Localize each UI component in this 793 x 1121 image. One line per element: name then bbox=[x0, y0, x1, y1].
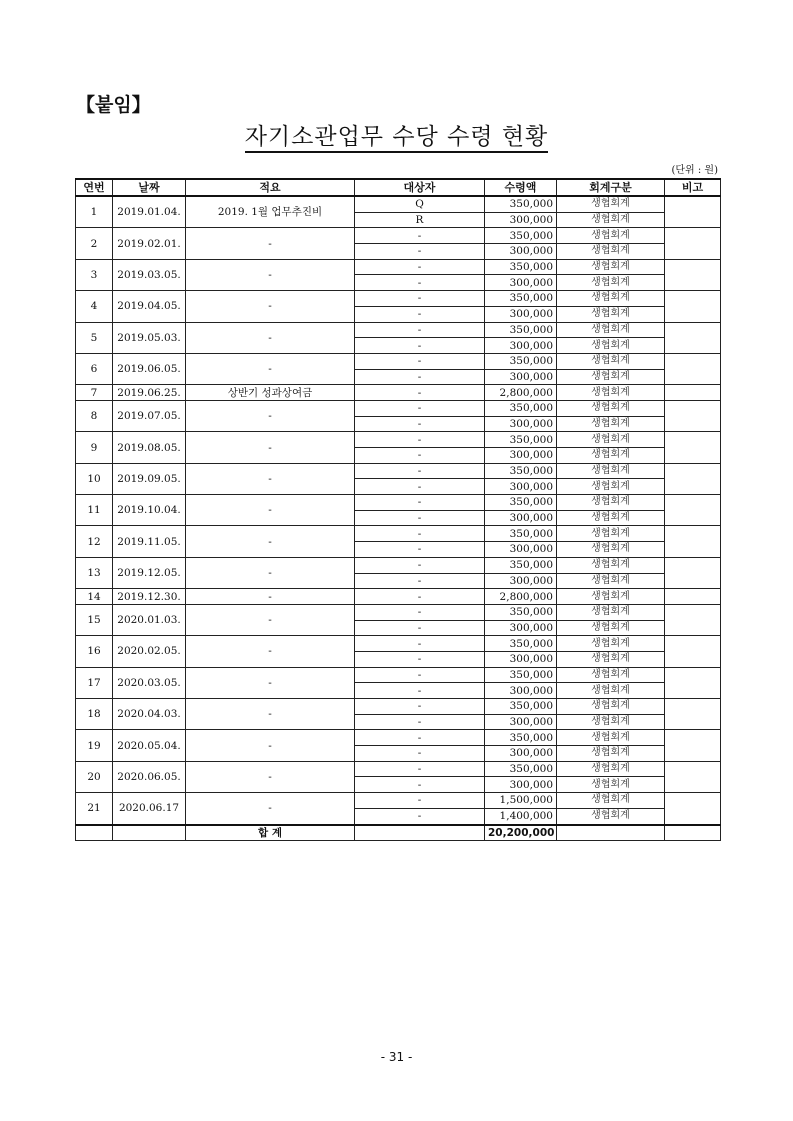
column-header-account: 회계구분 bbox=[557, 179, 665, 196]
document-title bbox=[0, 118, 793, 151]
entry-remarks bbox=[665, 196, 721, 228]
entry-description: - bbox=[186, 793, 355, 825]
entry-target: - bbox=[355, 416, 485, 432]
entry-remarks bbox=[665, 636, 721, 667]
entry-account: 생협회계 bbox=[557, 651, 665, 667]
entry-amount: 350,000 bbox=[485, 667, 557, 683]
table-row bbox=[76, 432, 721, 448]
entry-target: R bbox=[355, 212, 485, 228]
entry-account: 생협회계 bbox=[557, 730, 665, 746]
entry-remarks bbox=[665, 259, 721, 290]
entry-account: 생협회계 bbox=[557, 714, 665, 730]
entry-account: 생협회계 bbox=[557, 432, 665, 448]
entry-account: 생협회계 bbox=[557, 228, 665, 244]
entry-date: 2019.02.01. bbox=[113, 228, 186, 259]
entry-description: - bbox=[186, 463, 355, 494]
entry-target: - bbox=[355, 228, 485, 244]
entry-target: - bbox=[355, 793, 485, 809]
entry-description: - bbox=[186, 557, 355, 588]
entry-account: 생협회계 bbox=[557, 746, 665, 762]
entry-number: 5 bbox=[76, 322, 113, 353]
table-row bbox=[76, 761, 721, 777]
entry-target: - bbox=[355, 353, 485, 369]
entry-amount: 300,000 bbox=[485, 573, 557, 589]
table-row bbox=[76, 259, 721, 275]
entry-amount: 300,000 bbox=[485, 275, 557, 291]
entry-target: - bbox=[355, 526, 485, 542]
entry-remarks bbox=[665, 604, 721, 635]
unit-label: (단위 : 원) bbox=[671, 165, 718, 176]
entry-date: 2019.06.25. bbox=[113, 385, 186, 401]
entry-date: 2019.06.05. bbox=[113, 353, 186, 384]
table-row bbox=[76, 730, 721, 746]
entry-number: 15 bbox=[76, 604, 113, 635]
entry-amount: 350,000 bbox=[485, 636, 557, 652]
table-row bbox=[76, 604, 721, 620]
entry-target: Q bbox=[355, 196, 485, 212]
entry-target: - bbox=[355, 699, 485, 715]
entry-date: 2020.01.03. bbox=[113, 604, 186, 635]
entry-date: 2019.08.05. bbox=[113, 432, 186, 463]
entry-target: - bbox=[355, 808, 485, 824]
entry-description: 상반기 성과상여금 bbox=[186, 385, 355, 401]
table-row bbox=[76, 557, 721, 573]
entry-amount: 300,000 bbox=[485, 416, 557, 432]
allowance-table bbox=[75, 178, 721, 841]
entry-description: - bbox=[186, 495, 355, 526]
entry-number: 19 bbox=[76, 730, 113, 761]
entry-number: 6 bbox=[76, 353, 113, 384]
entry-account: 생협회계 bbox=[557, 369, 665, 385]
table-row bbox=[76, 793, 721, 809]
entry-target: - bbox=[355, 651, 485, 667]
entry-amount: 350,000 bbox=[485, 228, 557, 244]
entry-account: 생협회계 bbox=[557, 557, 665, 573]
attachment-label: 【붙임】 bbox=[76, 94, 151, 116]
entry-date: 2019.04.05. bbox=[113, 291, 186, 322]
entry-amount: 300,000 bbox=[485, 244, 557, 260]
entry-date: 2019.05.03. bbox=[113, 322, 186, 353]
entry-description: - bbox=[186, 291, 355, 322]
entry-date: 2020.05.04. bbox=[113, 730, 186, 761]
table-row bbox=[76, 353, 721, 369]
entry-amount: 2,800,000 bbox=[485, 589, 557, 605]
entry-account: 생협회계 bbox=[557, 777, 665, 793]
entry-target: - bbox=[355, 322, 485, 338]
entry-account: 생협회계 bbox=[557, 385, 665, 401]
entry-target: - bbox=[355, 683, 485, 699]
entry-amount: 1,500,000 bbox=[485, 793, 557, 809]
entry-number: 8 bbox=[76, 400, 113, 431]
entry-amount: 350,000 bbox=[485, 526, 557, 542]
entry-description: - bbox=[186, 353, 355, 384]
entry-remarks bbox=[665, 463, 721, 494]
total-row bbox=[76, 825, 721, 841]
entry-account: 생협회계 bbox=[557, 275, 665, 291]
entry-account: 생협회계 bbox=[557, 291, 665, 307]
entry-description: - bbox=[186, 667, 355, 698]
total-empty-cell bbox=[76, 825, 113, 841]
entry-amount: 350,000 bbox=[485, 353, 557, 369]
entry-remarks bbox=[665, 322, 721, 353]
table-row bbox=[76, 196, 721, 212]
entry-amount: 350,000 bbox=[485, 495, 557, 511]
entry-number: 16 bbox=[76, 636, 113, 667]
entry-remarks bbox=[665, 432, 721, 463]
entry-account: 생협회계 bbox=[557, 683, 665, 699]
column-header-description: 적요 bbox=[186, 179, 355, 196]
total-label: 합 계 bbox=[186, 825, 355, 841]
entry-number: 21 bbox=[76, 793, 113, 825]
entry-account: 생협회계 bbox=[557, 636, 665, 652]
entry-description: - bbox=[186, 636, 355, 667]
entry-account: 생협회계 bbox=[557, 416, 665, 432]
entry-target: - bbox=[355, 479, 485, 495]
entry-amount: 300,000 bbox=[485, 714, 557, 730]
entry-target: - bbox=[355, 777, 485, 793]
entry-date: 2020.06.05. bbox=[113, 761, 186, 792]
entry-date: 2020.04.03. bbox=[113, 699, 186, 730]
entry-account: 생협회계 bbox=[557, 338, 665, 354]
entry-number: 10 bbox=[76, 463, 113, 494]
entry-account: 생협회계 bbox=[557, 259, 665, 275]
entry-account: 생협회계 bbox=[557, 322, 665, 338]
entry-number: 20 bbox=[76, 761, 113, 792]
entry-date: 2019.11.05. bbox=[113, 526, 186, 557]
entry-target: - bbox=[355, 495, 485, 511]
total-empty-cell bbox=[355, 825, 485, 841]
entry-account: 생협회계 bbox=[557, 400, 665, 416]
entry-account: 생협회계 bbox=[557, 196, 665, 212]
entry-description: 2019. 1월 업무추진비 bbox=[186, 196, 355, 228]
column-header-amount: 수령액 bbox=[485, 179, 557, 196]
entry-amount: 350,000 bbox=[485, 463, 557, 479]
entry-target: - bbox=[355, 761, 485, 777]
entry-account: 생협회계 bbox=[557, 448, 665, 464]
entry-target: - bbox=[355, 557, 485, 573]
table-row bbox=[76, 463, 721, 479]
entry-account: 생협회계 bbox=[557, 793, 665, 809]
table-row bbox=[76, 495, 721, 511]
entry-amount: 350,000 bbox=[485, 259, 557, 275]
entry-account: 생협회계 bbox=[557, 573, 665, 589]
entry-target: - bbox=[355, 510, 485, 526]
entry-remarks bbox=[665, 557, 721, 588]
entry-target: - bbox=[355, 667, 485, 683]
entry-date: 2019.09.05. bbox=[113, 463, 186, 494]
table-row bbox=[76, 636, 721, 652]
column-header-no: 연번 bbox=[76, 179, 113, 196]
entry-target: - bbox=[355, 275, 485, 291]
entry-number: 7 bbox=[76, 385, 113, 401]
entry-target: - bbox=[355, 291, 485, 307]
entry-description: - bbox=[186, 589, 355, 605]
entry-target: - bbox=[355, 620, 485, 636]
entry-target: - bbox=[355, 259, 485, 275]
entry-date: 2019.10.04. bbox=[113, 495, 186, 526]
entry-remarks bbox=[665, 526, 721, 557]
entry-number: 1 bbox=[76, 196, 113, 228]
entry-account: 생협회계 bbox=[557, 589, 665, 605]
entry-target: - bbox=[355, 746, 485, 762]
entry-amount: 350,000 bbox=[485, 196, 557, 212]
entry-date: 2020.03.05. bbox=[113, 667, 186, 698]
column-header-remarks: 비고 bbox=[665, 179, 721, 196]
entry-amount: 350,000 bbox=[485, 557, 557, 573]
entry-description: - bbox=[186, 526, 355, 557]
entry-number: 3 bbox=[76, 259, 113, 290]
entry-account: 생협회계 bbox=[557, 244, 665, 260]
entry-date: 2019.12.30. bbox=[113, 589, 186, 605]
entry-remarks bbox=[665, 793, 721, 825]
entry-remarks bbox=[665, 385, 721, 401]
entry-number: 14 bbox=[76, 589, 113, 605]
entry-number: 9 bbox=[76, 432, 113, 463]
total-empty-cell bbox=[557, 825, 665, 841]
table-row bbox=[76, 385, 721, 401]
title-text: 자기소관업무 수당 수령 현황 bbox=[245, 124, 549, 153]
entry-amount: 300,000 bbox=[485, 369, 557, 385]
entry-target: - bbox=[355, 338, 485, 354]
entry-amount: 300,000 bbox=[485, 479, 557, 495]
total-empty-cell bbox=[665, 825, 721, 841]
entry-date: 2020.06.17 bbox=[113, 793, 186, 825]
entry-amount: 350,000 bbox=[485, 730, 557, 746]
entry-target: - bbox=[355, 244, 485, 260]
total-amount: 20,200,000 bbox=[485, 825, 557, 841]
entry-target: - bbox=[355, 463, 485, 479]
entry-amount: 300,000 bbox=[485, 510, 557, 526]
entry-amount: 300,000 bbox=[485, 338, 557, 354]
total-empty-cell bbox=[113, 825, 186, 841]
entry-account: 생협회계 bbox=[557, 479, 665, 495]
entry-remarks bbox=[665, 400, 721, 431]
entry-description: - bbox=[186, 604, 355, 635]
entry-number: 18 bbox=[76, 699, 113, 730]
column-header-date: 날짜 bbox=[113, 179, 186, 196]
entry-amount: 350,000 bbox=[485, 432, 557, 448]
entry-date: 2020.02.05. bbox=[113, 636, 186, 667]
entry-description: - bbox=[186, 699, 355, 730]
entry-target: - bbox=[355, 400, 485, 416]
entry-number: 2 bbox=[76, 228, 113, 259]
entry-number: 12 bbox=[76, 526, 113, 557]
entry-target: - bbox=[355, 385, 485, 401]
entry-account: 생협회계 bbox=[557, 542, 665, 558]
table-row bbox=[76, 291, 721, 307]
entry-date: 2019.01.04. bbox=[113, 196, 186, 228]
entry-target: - bbox=[355, 730, 485, 746]
entry-amount: 1,400,000 bbox=[485, 808, 557, 824]
entry-description: - bbox=[186, 730, 355, 761]
entry-account: 생협회계 bbox=[557, 306, 665, 322]
entry-amount: 300,000 bbox=[485, 651, 557, 667]
entry-amount: 300,000 bbox=[485, 620, 557, 636]
entry-account: 생협회계 bbox=[557, 526, 665, 542]
entry-remarks bbox=[665, 699, 721, 730]
entry-description: - bbox=[186, 432, 355, 463]
entry-remarks bbox=[665, 667, 721, 698]
entry-remarks bbox=[665, 291, 721, 322]
entry-remarks bbox=[665, 761, 721, 792]
entry-target: - bbox=[355, 432, 485, 448]
entry-account: 생협회계 bbox=[557, 761, 665, 777]
entry-description: - bbox=[186, 322, 355, 353]
entry-account: 생협회계 bbox=[557, 620, 665, 636]
table-row bbox=[76, 228, 721, 244]
header-row bbox=[76, 179, 721, 196]
table-row bbox=[76, 699, 721, 715]
table-row bbox=[76, 526, 721, 542]
column-header-target: 대상자 bbox=[355, 179, 485, 196]
entry-amount: 300,000 bbox=[485, 746, 557, 762]
entry-number: 4 bbox=[76, 291, 113, 322]
entry-amount: 350,000 bbox=[485, 761, 557, 777]
entry-number: 17 bbox=[76, 667, 113, 698]
table-row bbox=[76, 322, 721, 338]
entry-account: 생협회계 bbox=[557, 604, 665, 620]
entry-amount: 2,800,000 bbox=[485, 385, 557, 401]
entry-amount: 300,000 bbox=[485, 306, 557, 322]
entry-target: - bbox=[355, 573, 485, 589]
entry-number: 13 bbox=[76, 557, 113, 588]
entry-remarks bbox=[665, 495, 721, 526]
entry-amount: 350,000 bbox=[485, 699, 557, 715]
entry-target: - bbox=[355, 448, 485, 464]
table-row bbox=[76, 667, 721, 683]
entry-description: - bbox=[186, 228, 355, 259]
table-row bbox=[76, 400, 721, 416]
entry-account: 생협회계 bbox=[557, 667, 665, 683]
entry-date: 2019.12.05. bbox=[113, 557, 186, 588]
entry-account: 생협회계 bbox=[557, 699, 665, 715]
entry-target: - bbox=[355, 714, 485, 730]
entry-target: - bbox=[355, 604, 485, 620]
entry-date: 2019.03.05. bbox=[113, 259, 186, 290]
table-row bbox=[76, 589, 721, 605]
entry-description: - bbox=[186, 259, 355, 290]
entry-amount: 300,000 bbox=[485, 683, 557, 699]
entry-remarks bbox=[665, 353, 721, 384]
entry-target: - bbox=[355, 542, 485, 558]
entry-account: 생협회계 bbox=[557, 212, 665, 228]
entry-account: 생협회계 bbox=[557, 510, 665, 526]
page-number: - 31 - bbox=[380, 1050, 413, 1064]
entry-amount: 350,000 bbox=[485, 322, 557, 338]
entry-amount: 350,000 bbox=[485, 400, 557, 416]
entry-amount: 300,000 bbox=[485, 542, 557, 558]
entry-date: 2019.07.05. bbox=[113, 400, 186, 431]
entry-remarks bbox=[665, 589, 721, 605]
entry-target: - bbox=[355, 306, 485, 322]
entry-number: 11 bbox=[76, 495, 113, 526]
entry-account: 생협회계 bbox=[557, 495, 665, 511]
entry-remarks bbox=[665, 228, 721, 259]
entry-remarks bbox=[665, 730, 721, 761]
entry-amount: 350,000 bbox=[485, 604, 557, 620]
entry-amount: 350,000 bbox=[485, 291, 557, 307]
entry-amount: 300,000 bbox=[485, 212, 557, 228]
entry-target: - bbox=[355, 636, 485, 652]
entry-target: - bbox=[355, 589, 485, 605]
entry-account: 생협회계 bbox=[557, 463, 665, 479]
entry-target: - bbox=[355, 369, 485, 385]
entry-account: 생협회계 bbox=[557, 808, 665, 824]
entry-description: - bbox=[186, 761, 355, 792]
entry-amount: 300,000 bbox=[485, 777, 557, 793]
entry-account: 생협회계 bbox=[557, 353, 665, 369]
entry-description: - bbox=[186, 400, 355, 431]
entry-amount: 300,000 bbox=[485, 448, 557, 464]
